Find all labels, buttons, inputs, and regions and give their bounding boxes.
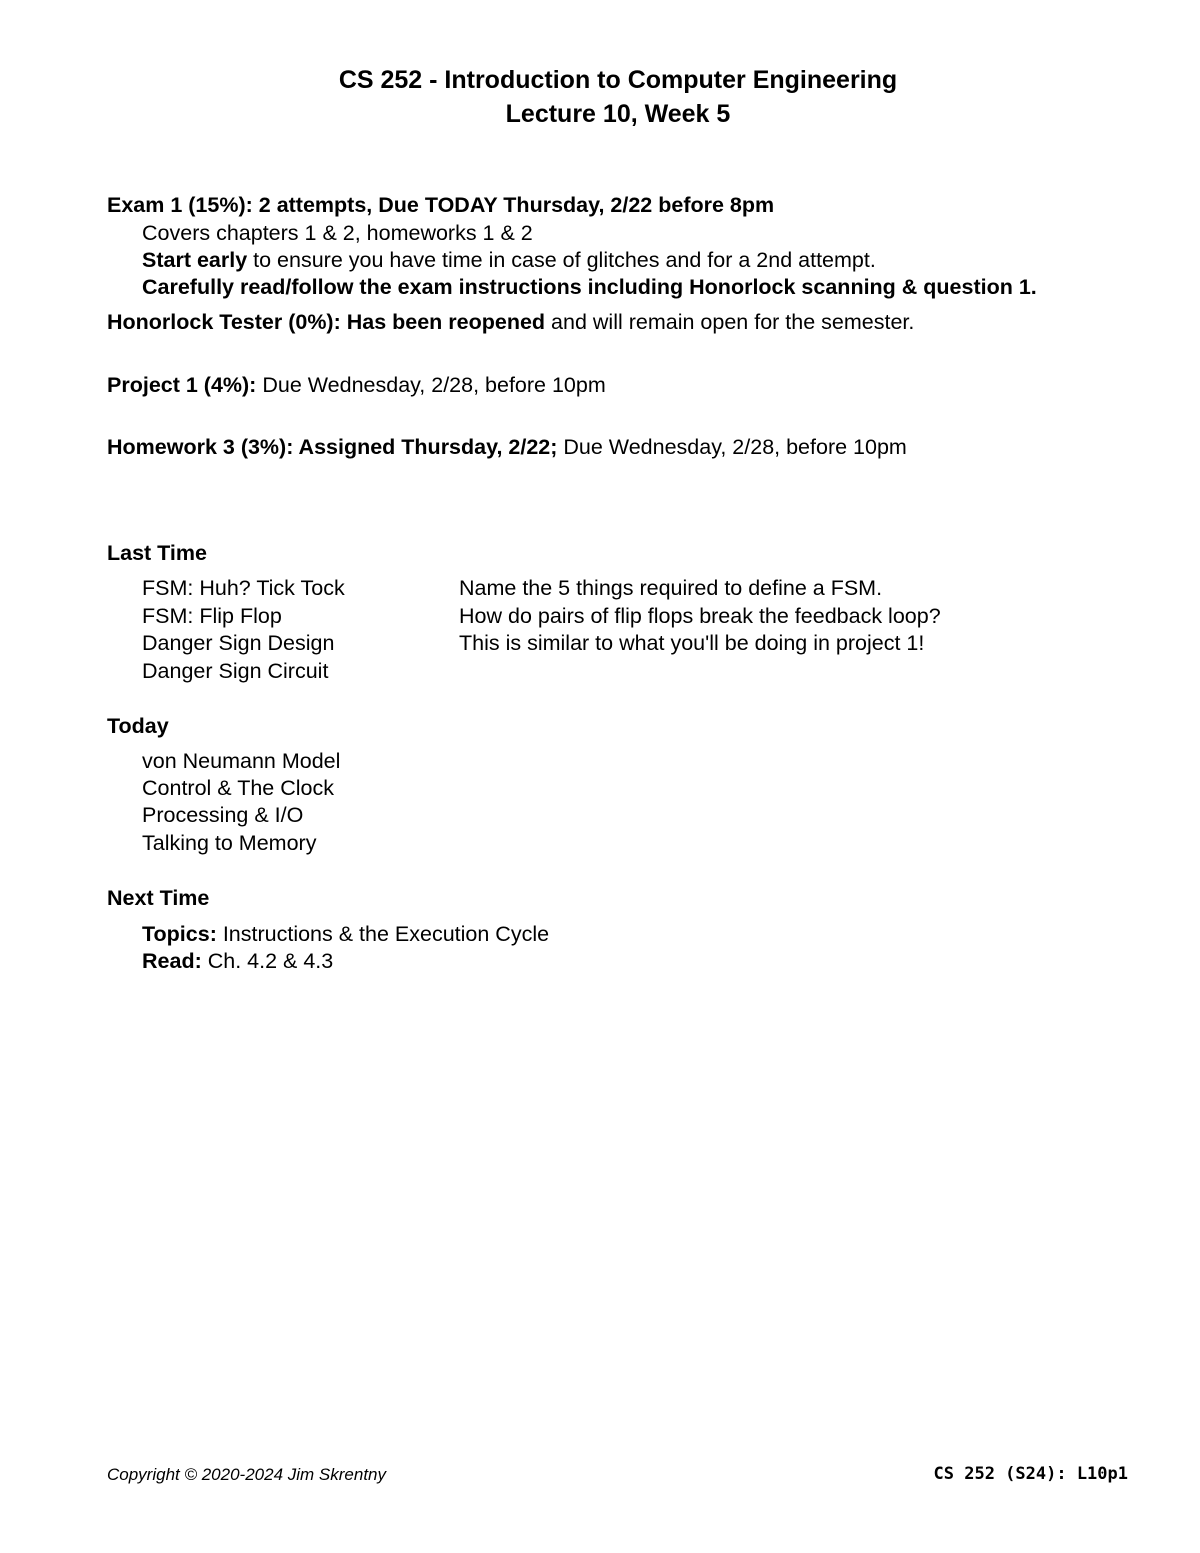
footer-page-id: CS 252 (S24): L10p1 [933, 1464, 1128, 1484]
honorlock-text: and will remain open for the semester. [545, 310, 915, 334]
honorlock-line [107, 309, 914, 335]
honorlock-status: Has been reopened [340, 310, 546, 334]
topics-label: Topics: [142, 922, 217, 946]
today-topic: Processing & I/O [142, 803, 304, 827]
exam-start-early [142, 247, 876, 273]
project-due: Due Wednesday, 2/28, before 10pm [256, 373, 606, 397]
footer-copyright: Copyright © 2020-2024 Jim Skrentny [107, 1465, 386, 1484]
today-topic: Talking to Memory [142, 831, 317, 855]
last-time-topic: Danger Sign Circuit [142, 659, 329, 683]
today-topic: Control & The Clock [142, 776, 334, 800]
last-time-note: How do pairs of flip flops break the feedback loop? [459, 604, 941, 628]
topics-value: Instructions & the Execution Cycle [216, 922, 550, 946]
project-label: Project 1 (4%): [107, 373, 257, 397]
next-time-heading: Next Time [107, 886, 210, 910]
next-time-reading [142, 948, 333, 974]
last-time-note: This is similar to what you'll be doing in project 1! [459, 631, 925, 655]
last-time-topic: FSM: Flip Flop [142, 604, 282, 628]
homework-label: Homework 3 (3%): Assigned Thursday, 2/22; [107, 435, 558, 459]
page-subtitle: Lecture 10, Week 5 [505, 100, 731, 128]
last-time-note: Name the 5 things required to define a FSM. [459, 576, 883, 600]
exam-covers: Covers chapters 1 & 2, homeworks 1 & 2 [142, 221, 533, 245]
last-time-topic: FSM: Huh? Tick Tock [142, 576, 345, 600]
honorlock-label: Honorlock Tester (0%): [107, 310, 341, 334]
page-title: CS 252 - Introduction to Computer Engineering [338, 66, 898, 94]
homework-line [107, 434, 907, 460]
last-time-topic: Danger Sign Design [142, 631, 335, 655]
read-value: Ch. 4.2 & 4.3 [201, 949, 334, 973]
today-heading: Today [107, 714, 169, 738]
homework-due: Due Wednesday, 2/28, before 10pm [557, 435, 907, 459]
next-time-topics [142, 921, 549, 947]
today-topic: von Neumann Model [142, 749, 341, 773]
exam-instructions: Carefully read/follow the exam instructions including Honorlock scanning & question 1. [142, 275, 1037, 299]
read-label: Read: [142, 949, 202, 973]
start-early-text: to ensure you have time in case of glitches and for a 2nd attempt. [247, 248, 876, 272]
start-early-label: Start early [142, 248, 248, 272]
project-line [107, 372, 606, 398]
exam-heading: Exam 1 (15%): 2 attempts, Due TODAY Thursday, 2/22 before 8pm [107, 193, 775, 217]
last-time-heading: Last Time [107, 541, 207, 565]
